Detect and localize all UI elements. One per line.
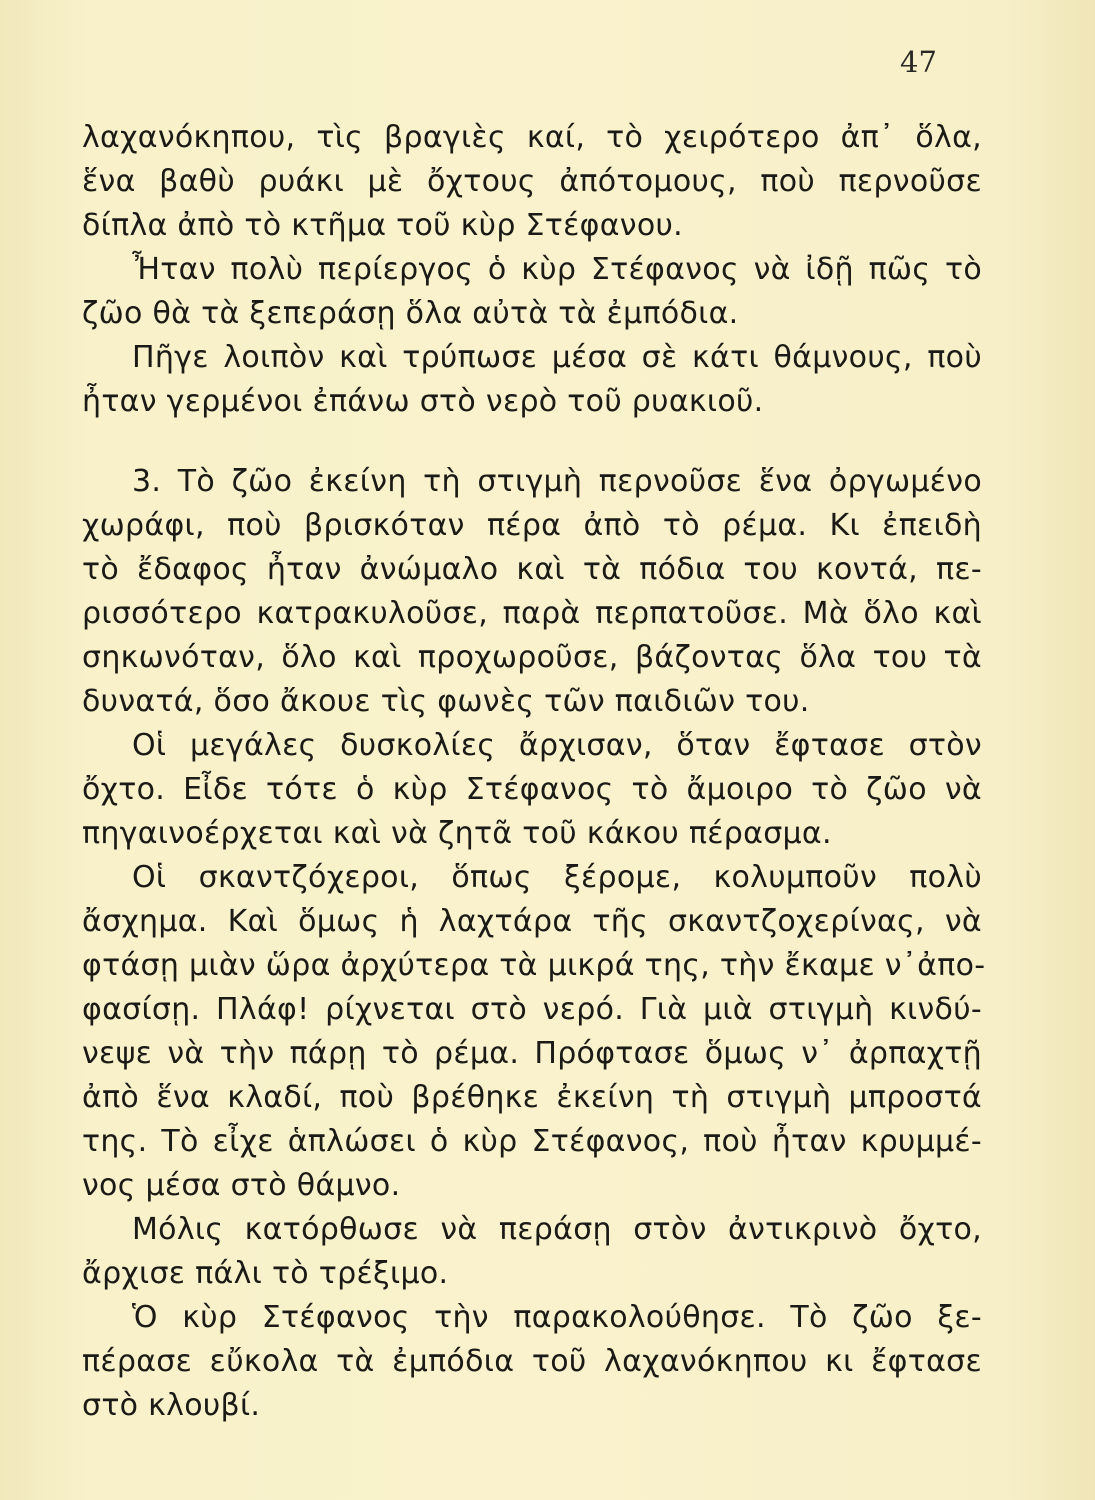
- text-line: Ὁ κὺρ Στέφανος τὴν παρακολούθησε. Τὸ ζῶο ξε-: [132, 1300, 982, 1335]
- paragraph: [82, 336, 982, 424]
- text-line: νεψε νὰ τὴν πάρῃ τὸ ρέμα. Πρόφτασε ὅμως ν᾽ ἀρπαχτῇ: [82, 1036, 982, 1071]
- text-line: πηγαινοέρχεται καὶ νὰ ζητᾶ τοῦ κάκου πέρασμα.: [82, 816, 832, 851]
- text-line: Οἱ σκαντζόχεροι, ὅπως ξέρομε, κολυμποῦν πολὺ: [132, 860, 982, 895]
- text-line: ζῶο θὰ τὰ ξεπεράσῃ ὅλα αὐτὰ τὰ ἐμπόδια.: [82, 296, 739, 331]
- text-line: της. Τὸ εἶχε ἁπλώσει ὁ κὺρ Στέφανος, ποὺ ἦταν κρυμμέ-: [82, 1124, 982, 1159]
- paragraph: [82, 1296, 982, 1428]
- text-line: δυνατά, ὅσο ἄκουε τὶς φωνὲς τῶν παιδιῶν του.: [82, 684, 810, 719]
- text-line: χωράφι, ποὺ βρισκόταν πέρα ἀπὸ τὸ ρέμα. Κι ἐπειδὴ: [82, 508, 982, 543]
- paragraph: [82, 116, 982, 248]
- text-line: πέρασε εὔκολα τὰ ἐμπόδια τοῦ λαχανόκηπου κι ἔφτασε: [82, 1344, 982, 1379]
- text-line: νος μέσα στὸ θάμνο.: [82, 1168, 401, 1203]
- text-line: στὸ κλουβί.: [82, 1388, 261, 1423]
- body-text: [82, 116, 986, 1428]
- text-line: φτάσῃ μιὰν ὥρα ἀρχύτερα τὰ μικρά της, τὴν ἔκαμε ν᾽ἀπο-: [82, 948, 986, 983]
- text-line: ἕνα βαθὺ ρυάκι μὲ ὄχτους ἀπότομους, ποὺ περνοῦσε: [82, 164, 982, 199]
- page-number: 47: [900, 45, 937, 79]
- paragraph: [82, 1208, 982, 1296]
- text-line: λαχανόκηπου, τὶς βραγιὲς καί, τὸ χειρότερο ἀπ᾽ ὅλα,: [82, 120, 982, 155]
- text-line: σηκωνόταν, ὅλο καὶ προχωροῦσε, βάζοντας ὅλα του τὰ: [82, 640, 982, 675]
- text-line: ρισσότερο κατρακυλοῦσε, παρὰ περπατοῦσε. Μὰ ὅλο καὶ: [82, 596, 982, 631]
- text-line: Μόλις κατόρθωσε νὰ περάσῃ στὸν ἀντικρινὸ ὄχτο,: [132, 1212, 982, 1247]
- text-line: Πῆγε λοιπὸν καὶ τρύπωσε μέσα σὲ κάτι θάμνους, ποὺ: [132, 340, 982, 375]
- text-line: φασίσῃ. Πλάφ! ρίχνεται στὸ νερό. Γιὰ μιὰ στιγμὴ κινδύ-: [82, 992, 982, 1027]
- text-line: ἀπὸ ἕνα κλαδί, ποὺ βρέθηκε ἐκείνη τὴ στιγμὴ μπροστά: [82, 1080, 982, 1115]
- text-line: ὄχτο. Εἶδε τότε ὁ κὺρ Στέφανος τὸ ἄμοιρο τὸ ζῶο νὰ: [82, 772, 982, 807]
- text-line: ἄρχισε πάλι τὸ τρέξιμο.: [82, 1256, 449, 1291]
- paragraph: [82, 724, 982, 856]
- text-line: τὸ ἔδαφος ἦταν ἀνώμαλο καὶ τὰ πόδια του κοντά, πε-: [82, 552, 982, 587]
- paragraph: [82, 856, 986, 1208]
- text-line: Ἦταν πολὺ περίεργος ὁ κὺρ Στέφανος νὰ ἰδῇ πῶς τὸ: [132, 252, 982, 287]
- text-line: δίπλα ἀπὸ τὸ κτῆμα τοῦ κὺρ Στέφανου.: [82, 208, 683, 243]
- paragraph: [82, 460, 982, 724]
- text-line: Οἱ μεγάλες δυσκολίες ἄρχισαν, ὅταν ἔφτασε στὸν: [132, 728, 982, 763]
- text-line: ἄσχημα. Καὶ ὅμως ἡ λαχτάρα τῆς σκαντζοχερίνας, νὰ: [82, 904, 982, 939]
- text-line: 3. Τὸ ζῶο ἐκείνη τὴ στιγμὴ περνοῦσε ἕνα ὀργωμένο: [132, 464, 982, 499]
- section-gap: [82, 424, 982, 460]
- text-line: ἦταν γερμένοι ἐπάνω στὸ νερὸ τοῦ ρυακιοῦ.: [82, 384, 764, 419]
- paragraph: [82, 248, 982, 336]
